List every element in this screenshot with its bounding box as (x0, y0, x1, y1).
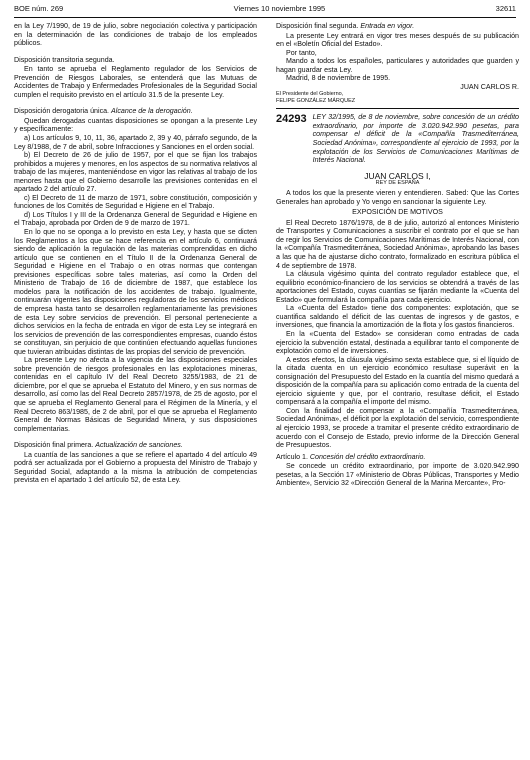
paragraph: Quedan derogadas cuantas disposiciones se opongan a la presente Ley y específicamente: (14, 116, 257, 134)
section-label: Disposición final segunda. (276, 22, 359, 30)
section-subtitle: Actualización de sanciones. (95, 441, 183, 450)
law-number: 24293 (276, 113, 307, 126)
paragraph: La presente Ley entrará en vigor tres meses después de su publicación en el «Boletín Oficial del Estado». (276, 31, 519, 49)
paragraph: Mando a todos los españoles, particulares y autoridades que guarden y hagan guardar esta Ley. (276, 57, 519, 74)
king-title: REY DE ESPAÑA (375, 180, 420, 187)
section-label: Disposición derogatoria única. (14, 107, 110, 116)
paragraph: La presente Ley no afecta a la vigencia de las disposiciones especiales sobre prevención de riesgos profesionales en las explotaciones mineras, contenidas en el capítulo IV del Real Decreto 3255/1983, de 21 de diciembre, por el que se aprueba el Estatuto del Minero, y en sus normas de desarrollo, así como las del Real Decreto 2857/1978, de 25 de agosto, por el que se aprueba el Reglamento General para el Régimen de la Minería, y el Real Decreto 863/1985, de 2 de abril, por el que se aprueba el Reglamento General de Normas Básicas de Seguridad Minera, y sus disposiciones complementarias. (14, 356, 257, 433)
section-title (14, 107, 257, 116)
king-signature: JUAN CARLOS R. (460, 82, 519, 91)
section-label: Disposición final primera. (14, 441, 94, 450)
paragraph: c) El Decreto de 11 de marzo de 1971, sobre constitución, composición y funciones de los Comités de Seguridad e Higiene en el Trabajo. (14, 193, 257, 211)
paragraph: El Real Decreto 1876/1978, de 8 de julio, autorizó al entonces Ministerio de Transportes y Comunicaciones a suscribir el contrato por el que se han de regir los Servicios de Comunicaciones Marítimas de Interés Nacional, con la «Compañía Trasmediterránea, Sociedad Anónima», aprobando las bases a las que ha de ajustarse dicho contrato, formalizado en escritura pública el 4 de septiembre de 1978. (276, 218, 519, 270)
page-number: 32611 (495, 4, 516, 13)
law-heading (276, 113, 519, 164)
paragraph: d) Los Títulos I y III de la Ordenanza General de Seguridad e Higiene en el Trabajo, aprobada por Orden de 9 de marzo de 1971. (14, 210, 257, 228)
paragraph: La cláusula vigésimo quinta del contrato regulador establece que, el equilibrio económico-financiero de los servicios se obtendrá a través de las aportaciones del Estado, cuyas cuantías se fijarán mediante la «Cuenta del Estado» que formulará la compañía para cada ejercicio. (276, 270, 519, 304)
section-subtitle: Entrada en vigor. (360, 22, 415, 30)
publication-date: Viernes 10 noviembre 1995 (233, 4, 326, 13)
left-column (14, 22, 257, 754)
paragraph: Se concede un crédito extraordinario, por importe de 3.020.942.990 pesetas, a la Sección 17 «Ministerio de Obras Públicas, Transportes y Medio Ambiente», Servicio 32 «Dirección General de la Marina Mercante», Pro- (276, 462, 519, 488)
article-title (276, 453, 519, 462)
king-name: JUAN CARLOS I, (364, 170, 431, 181)
section-divider (276, 108, 519, 109)
section-title: Disposición transitoria segunda. (14, 55, 115, 64)
paragraph: En tanto se aprueba el Reglamento regulador de los Servicios de Prevención de Riesgos Laborales, se entenderá que las Mutuas de Accidentes de Trabajo y Enfermedades Profesionales de la Seguridad Social cumplen el requisito previsto en el artículo 31.5 de la presente Ley. (14, 65, 257, 99)
section-title (14, 441, 257, 450)
paragraph: Con la finalidad de compensar a la «Compañía Trasmediterránea, Sociedad Anónima», el déficit por la explotación del servicio, correspondiente al ejercicio 1993, se procede a tramitar el presente crédito extraordinario de acuerdo con el Consejo de Estado, previo informe de la Dirección General de Presupuestos. (276, 406, 519, 450)
place-date: Madrid, 8 de noviembre de 1995. (286, 74, 391, 83)
paragraph: La «Cuenta del Estado» tiene dos componentes: explotación, que se cuantifica saldando el déficit de las cuentas de ingresos y de gastos, e inversiones, que financia la amortización de la flota y los gastos financieros. (276, 304, 519, 330)
article-subtitle: Concesión del crédito extraordinario. (309, 452, 426, 461)
section-subtitle: Alcance de la derogación. (111, 107, 193, 116)
paragraph: A todos los que la presente vieren y entendieren. Sabed: Que las Cortes Generales han aprobado y Yo vengo en sancionar la siguiente Ley. (276, 189, 519, 206)
paragraph: Por tanto, (286, 48, 317, 57)
paragraph: A estos efectos, la cláusula vigésimo sexta establece que, si el líquido de la citada cuenta en un ejercicio económico resultase superávit en la consignación del Presupuesto del Estado en la cuantía del mismo quedará a disposición de la compañía para su aplicación como entrada de la cuenta del ejercicio siguiente y que, por el contrario, resultase déficit, el Estado compensará a la compañía el importe del mismo. (276, 355, 519, 407)
paragraph: en la Ley 7/1990, de 19 de julio, sobre negociación colectiva y participación en la determinación de las condiciones de trabajo de los empleados públicos. (14, 22, 257, 48)
paragraph: b) El Decreto de 26 de julio de 1957, por el que se fijan los trabajos prohibidos a mujeres y menores, en los aspectos de su normativa relativos al trabajo de las mujeres, manteniéndose en vigor las relativas al trabajo de los menores hasta que el Gobierno desarrolle las previsiones contenidas en el apartado 2 del artículo 27. (14, 151, 257, 194)
paragraph: En lo que no se oponga a lo previsto en esta Ley, y hasta que se dicten los Reglamentos a los que se hace referencia en el artículo 6, continuará siendo de aplicación la regulación de las materias comprendidas en dicho artículo que se contienen en el Título II de la Ordenanza General de Seguridad e Higiene en el Trabajo o en otras normas que contengan previsiones específicas sobre tales materias, así como la Orden del Ministerio de Trabajo de 16 de diciembre de 1987, que establece los modelos para la notificación de los accidentes de trabajo. Igualmente, continuarán vigentes las disposiciones reguladoras de los servicios médicos de empresa hasta tanto se desarrollen reglamentariamente las previsiones de esta Ley sobre servicios de prevención. El personal perteneciente a dichos servicios en la fecha de entrada en vigor de esta Ley se integrará en los servicios de prevención de las correspondientes empresas, cuando éstos se constituyan, sin perjuicio de que continúen efectuando aquellas funciones que tuvieran atribuidas distintas de las propias del servicio de prevención. (14, 228, 257, 356)
right-column (276, 22, 519, 754)
motives-heading: EXPOSICIÓN DE MOTIVOS (352, 208, 443, 217)
paragraph: En la «Cuenta del Estado» se consideran como entradas de cada ejercicio la subvención estatal, destinada a equilibrar tanto el componente de explotación como el de inversiones. (276, 329, 519, 356)
paragraph: La cuantía de las sanciones a que se refiere el apartado 4 del artículo 49 podrá ser actualizada por el Gobierno a propuesta del Ministro de Trabajo y Seguridad Social, adaptando a la misma la atribución de competencias prevista en el apartado 1 del artículo 52, de esta Ley. (14, 450, 257, 485)
journal-issue: BOE núm. 269 (14, 4, 64, 13)
page-header (14, 4, 516, 16)
signatory-role: El Presidente del Gobierno, (276, 91, 344, 98)
header-rule (14, 17, 516, 18)
law-title: LEY 32/1995, de 8 de noviembre, sobre concesión de un crédito extraordinario, por importe de 3.020.942.990 pesetas, para compensar el déficit de la «Compañía Trasmediterránea, Sociedad Anónima», correspondiente al ejercicio de 1993, por la explotación de los Servicios de Comunicaciones Marítimas de Interés Nacional. (312, 113, 519, 165)
section-title (276, 22, 519, 31)
signatory-name: FELIPE GONZÁLEZ MÁRQUEZ (276, 98, 356, 105)
article-label: Artículo 1. (276, 452, 308, 461)
paragraph: a) Los artículos 9, 10, 11, 36, apartado 2, 39 y 40, párrafo segundo, de la Ley 8/1988, de 7 de abril, sobre Infracciones y Sanciones en el orden social. (14, 134, 257, 151)
